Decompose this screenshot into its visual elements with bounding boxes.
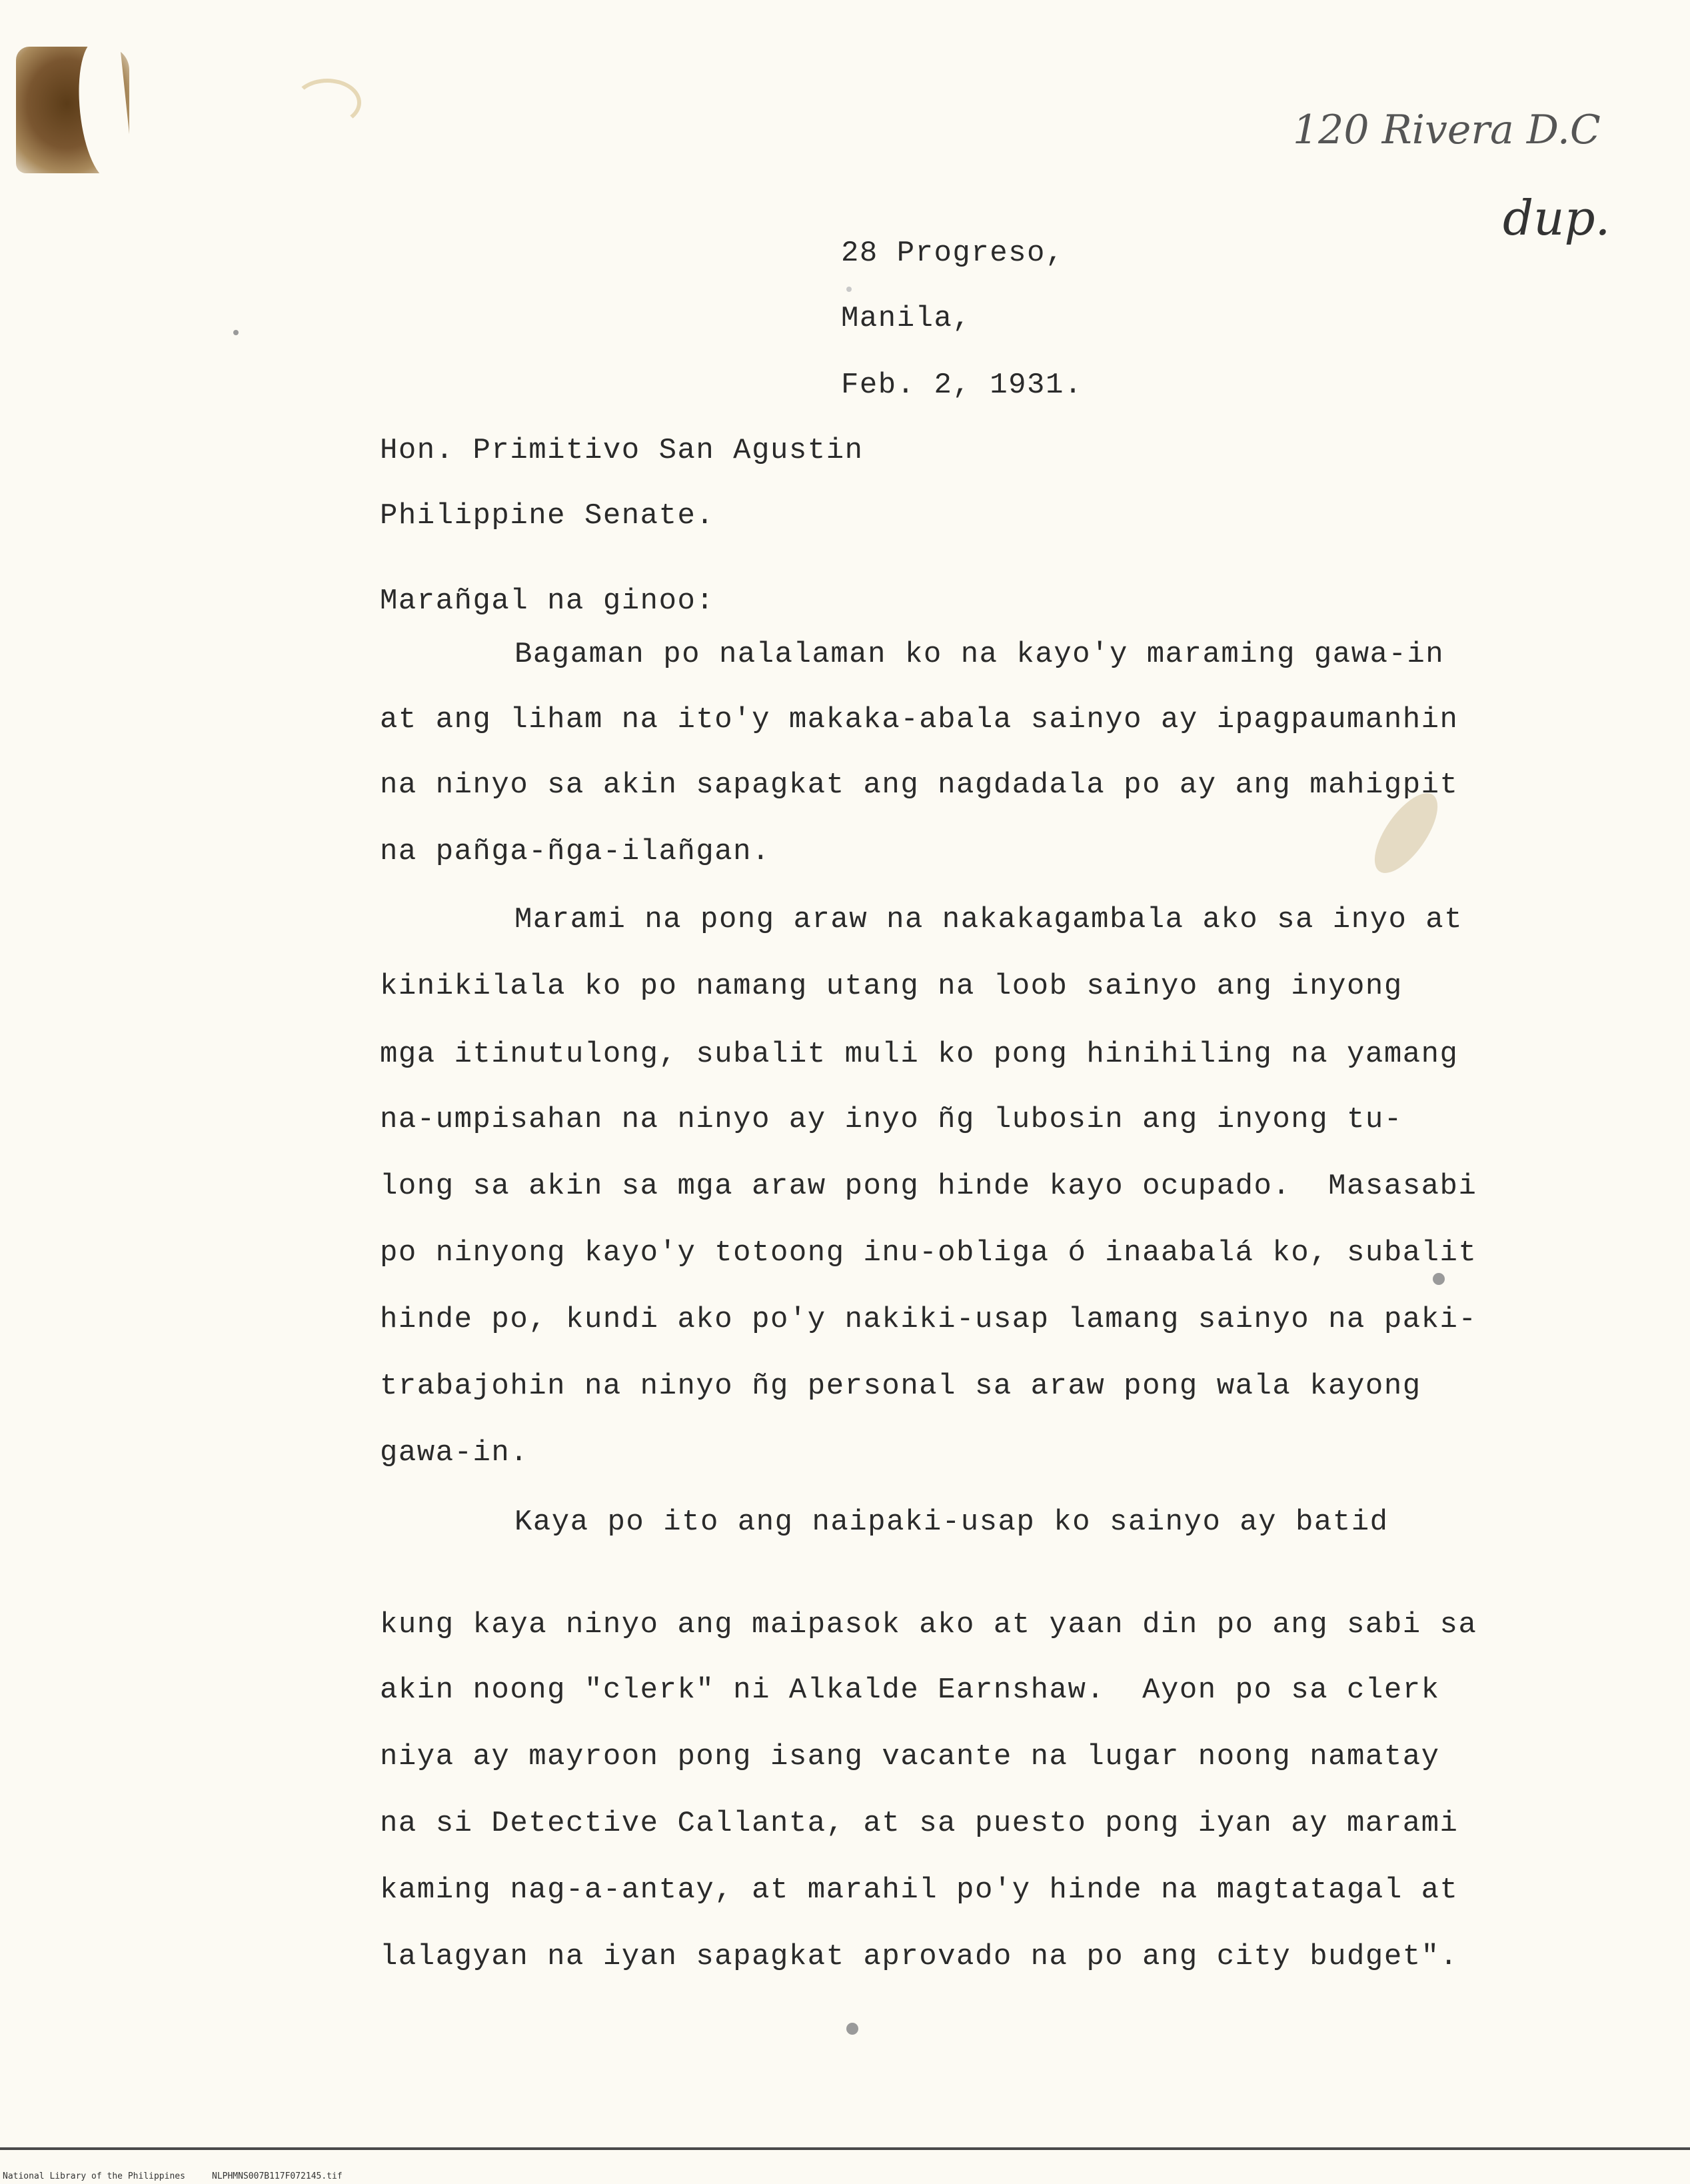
paragraph-line: trabajohin na ninyo ñg personal sa araw pong wala kayong [380, 1370, 1421, 1403]
handwritten-annotation: 120 Rivera D.C [1293, 107, 1601, 153]
recipient-org: Philippine Senate. [380, 499, 715, 533]
paragraph-line: po ninyong kayo'y totoong inu-obliga ó inaabalá ko, subalit [380, 1236, 1477, 1270]
address-street: 28 Progreso, [841, 237, 1064, 270]
recipient-name: Hon. Primitivo San Agustin [380, 434, 864, 467]
address-city: Manila, [841, 302, 972, 335]
letter-date: Feb. 2, 1931. [841, 369, 1083, 402]
handwritten-dup: dup. [1503, 190, 1611, 246]
paragraph-line: niya ay mayroon pong isang vacante na lugar noong namatay [380, 1740, 1440, 1773]
paragraph-line: akin noong "clerk" ni Alkalde Earnshaw. Ayon po sa clerk [380, 1673, 1440, 1707]
paragraph-line: gawa-in. [380, 1436, 529, 1470]
speck [1433, 1273, 1445, 1285]
salutation: Marañgal na ginoo: [380, 584, 715, 618]
footer-filename: NLPHMNS007B117F072145.tif [212, 2171, 343, 2181]
footer-source: National Library of the Philippines [3, 2171, 185, 2181]
paragraph-line: na pañga-ñga-ilañgan. [380, 835, 770, 868]
paragraph-line: lalagyan na iyan sapagkat aprovado na po ang city budget". [380, 1940, 1459, 1973]
paragraph-line: Kaya po ito ang naipaki-usap ko sainyo ay batid [514, 1506, 1389, 1539]
paragraph-line: hinde po, kundi ako po'y nakiki-usap lamang sainyo na paki- [380, 1303, 1477, 1336]
scan-edge-line [0, 2147, 1690, 2150]
paragraph-line: at ang liham na ito'y makaka-abala sainyo ay ipagpaumanhin [380, 703, 1459, 736]
speck [846, 287, 852, 292]
paragraph-line: kung kaya ninyo ang maipasok ako at yaan din po ang sabi sa [380, 1608, 1477, 1641]
paragraph-line: na ninyo sa akin sapagkat ang nagdadala po ay ang mahigpit [380, 768, 1459, 802]
paragraph-line: mga itinutulong, subalit muli ko pong hinihiling na yamang [380, 1038, 1459, 1071]
speck [233, 330, 239, 335]
paragraph-line: Bagaman po nalalaman ko na kayo'y maraming gawa-in [514, 638, 1445, 671]
paragraph-line: na-umpisahan na ninyo ay inyo ñg lubosin ang inyong tu- [380, 1103, 1403, 1136]
paragraph-line: kaming nag-a-antay, at marahil po'y hinde na magtatagal at [380, 1873, 1459, 1907]
smudge [293, 79, 361, 127]
speck [846, 2023, 858, 2035]
paragraph-line: Marami na pong araw na nakakagambala ako sa inyo at [514, 903, 1463, 936]
paragraph-line: kinikilala ko po namang utang na loob sainyo ang inyong [380, 970, 1403, 1003]
paragraph-line: long sa akin sa mga araw pong hinde kayo ocupado. Masasabi [380, 1170, 1477, 1203]
paragraph-line: na si Detective Callanta, at sa puesto pong iyan ay marami [380, 1807, 1459, 1840]
